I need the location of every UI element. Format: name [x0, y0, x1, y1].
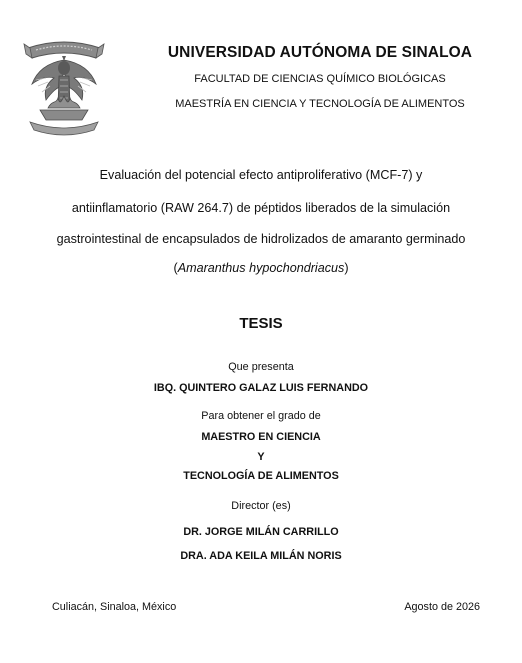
thesis-title-species — [20, 261, 502, 275]
degree-label: Para obtener el grado de — [201, 410, 321, 422]
faculty-name: FACULTAD DE CIENCIAS QUÍMICO BIOLÓGICAS — [194, 73, 446, 85]
thesis-title-line-2: antiinflamatorio (RAW 264.7) de péptidos liberados de la simulación — [71, 201, 451, 215]
footer-place: Culiacán, Sinaloa, México — [52, 601, 177, 613]
thesis-title-line-1: Evaluación del potencial efecto antiproliferativo (MCF-7) y — [99, 168, 423, 182]
program-name: MAESTRÍA EN CIENCIA Y TECNOLOGÍA DE ALIMENTOS — [175, 98, 465, 110]
species-open-paren: ( — [173, 261, 178, 275]
director-name-1: DR. JORGE MILÁN CARRILLO — [183, 526, 339, 538]
thesis-title-line-3: gastrointestinal de encapsulados de hidrolizados de amaranto germinado — [56, 232, 466, 246]
university-crest-icon — [22, 34, 106, 138]
degree-line-1: MAESTRO EN CIENCIA — [201, 431, 321, 443]
presenter-label: Que presenta — [228, 361, 294, 373]
footer-date: Agosto de 2026 — [404, 601, 480, 613]
director-name-2: DRA. ADA KEILA MILÁN NORIS — [180, 550, 342, 562]
species-close-paren: ) — [344, 261, 349, 275]
document-type: TESIS — [239, 315, 283, 332]
degree-line-3: TECNOLOGÍA DE ALIMENTOS — [183, 470, 339, 482]
species-name: Amaranthus hypochondriacus — [177, 261, 345, 275]
degree-line-2: Y — [257, 451, 265, 463]
directors-label: Director (es) — [231, 500, 291, 512]
presenter-name: IBQ. QUINTERO GALAZ LUIS FERNANDO — [153, 382, 369, 394]
university-name: UNIVERSIDAD AUTÓNOMA DE SINALOA — [167, 44, 473, 61]
